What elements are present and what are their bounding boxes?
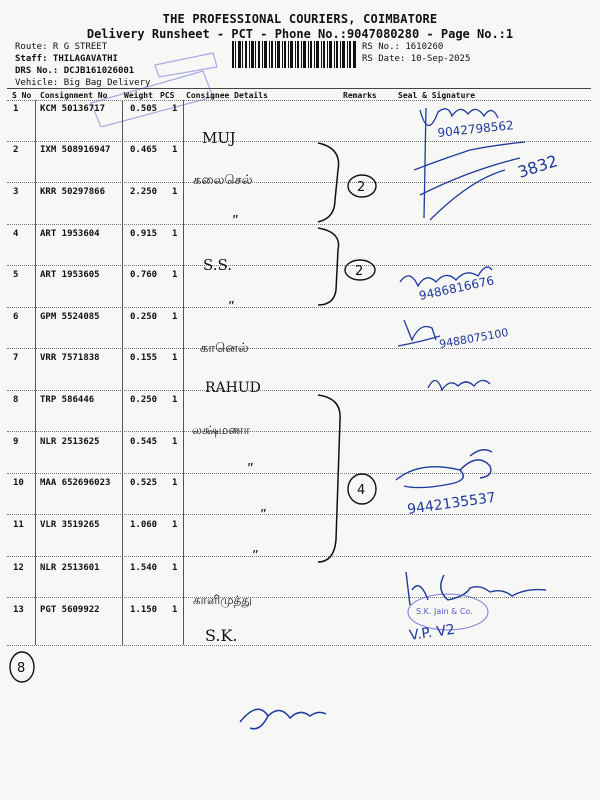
row-weight: 0.155	[130, 353, 158, 363]
signature-4	[428, 380, 490, 390]
row-weight: 1.540	[130, 563, 158, 573]
row-weight: 0.250	[130, 395, 158, 405]
row-sno: 10	[13, 478, 24, 488]
col-header-consignment: Consignment No	[40, 91, 108, 100]
row-consignment-no: IXM 508916947	[40, 145, 111, 155]
bracket	[318, 228, 339, 305]
row-sno: 13	[13, 605, 24, 615]
col-header-remarks: Remarks	[343, 91, 377, 100]
row-consignment-no: VRR 7571838	[40, 353, 100, 363]
row-consignment-no: VLR 3519265	[40, 520, 100, 530]
col-header-pcs: PCS	[160, 91, 175, 100]
handwritten-ditto: ”	[228, 300, 235, 315]
row-pcs: 1	[172, 478, 178, 488]
row-weight: 1.060	[130, 520, 158, 530]
circled-count-2	[345, 260, 375, 280]
row-pcs: 1	[172, 229, 178, 239]
circled-count-8-text: 8	[17, 661, 26, 676]
staff-text: Staff: THILAGAVATHI	[15, 54, 118, 64]
row-pcs: 1	[172, 270, 178, 280]
row-sno: 8	[13, 395, 19, 405]
handwritten-consignee-13: S.K.	[205, 626, 238, 645]
row-weight: 0.525	[130, 478, 158, 488]
col-header-seal: Seal & Signature	[398, 91, 476, 100]
handwritten-phone: 9042798562	[436, 118, 515, 140]
row-sno: 7	[13, 353, 19, 363]
row-pcs: 1	[172, 312, 178, 322]
handwritten-consignee-12: காளிமுத்து	[193, 593, 252, 607]
row-weight: 0.760	[130, 270, 158, 280]
stamp-text: S.K. Jain & Co.	[416, 607, 473, 616]
row-consignment-no: TRP 586446	[40, 395, 95, 405]
handwritten-consignee-2: கலைசெல்	[193, 173, 253, 188]
row-consignment-no: KCM 50136717	[40, 104, 106, 114]
row-pcs: 1	[172, 563, 178, 573]
row-pcs: 1	[172, 187, 178, 197]
col-header-consignee: Consignee Details	[186, 91, 268, 100]
rs-date-text: RS Date: 10-Sep-2025	[362, 54, 471, 64]
signature-6	[406, 572, 546, 605]
row-sno: 3	[13, 187, 19, 197]
handwritten-phone: 9488075100	[438, 325, 510, 351]
handwritten-phone: 9486816676	[417, 273, 496, 303]
bottom-signature	[240, 709, 326, 729]
row-pcs: 1	[172, 395, 178, 405]
row-sno: 12	[13, 563, 24, 573]
drs-text: DRS No.: DCJB161026001	[15, 66, 135, 76]
handwritten-consignee-8: லக்ஷ்மணா	[192, 423, 250, 437]
col-header-weight: Weight	[124, 91, 153, 100]
circled-count-8	[10, 652, 34, 682]
vehicle-text: Vehicle: Big Bag Delivery	[15, 78, 151, 88]
row-pcs: 1	[172, 145, 178, 155]
row-weight: 0.505	[130, 104, 158, 114]
row-consignment-no: PGT 5609922	[40, 605, 100, 615]
row-weight: 0.250	[130, 312, 158, 322]
bracket	[318, 395, 340, 562]
handwritten-ditto: ”	[247, 462, 254, 477]
row-consignment-no: KRR 50297866	[40, 187, 106, 197]
handwritten-consignee-6: கானெல்	[200, 341, 249, 356]
runsheet-subtitle: Delivery Runsheet - PCT - Phone No.:9047080280 - Page No.:1	[86, 27, 514, 41]
circled-count-2-text: 2	[355, 264, 364, 279]
row-sno: 1	[13, 104, 19, 114]
circled-count-2	[348, 175, 376, 197]
circled-count-2-text: 2	[357, 180, 366, 195]
signature-5	[396, 450, 492, 488]
row-consignment-no: MAA 652696023	[40, 478, 111, 488]
handwritten-consignee-7: RAHUD	[205, 380, 261, 396]
row-weight: 0.465	[130, 145, 158, 155]
row-consignment-no: ART 1953605	[40, 270, 100, 280]
handwritten-initials: V.P. V2	[408, 621, 456, 644]
row-pcs: 1	[172, 104, 178, 114]
row-sno: 2	[13, 145, 19, 155]
row-consignment-no: NLR 2513625	[40, 437, 100, 447]
route-text: Route: R G STREET	[15, 42, 108, 52]
signature-3	[398, 320, 440, 346]
row-sno: 11	[13, 520, 24, 530]
row-weight: 0.545	[130, 437, 158, 447]
handwritten-ditto: ”	[260, 508, 267, 523]
row-sno: 9	[13, 437, 19, 447]
handwritten-consignee-4: S.S.	[203, 256, 233, 274]
col-header-sno: S No	[12, 91, 32, 100]
row-sno: 6	[13, 312, 19, 322]
handwritten-phone: 9442135537	[406, 489, 497, 518]
row-weight: 2.250	[130, 187, 158, 197]
company-title: THE PROFESSIONAL COURIERS, COIMBATORE	[162, 12, 438, 26]
row-pcs: 1	[172, 520, 178, 530]
row-consignment-no: GPM 5524085	[40, 312, 100, 322]
row-consignment-no: ART 1953604	[40, 229, 100, 239]
circled-count-4	[348, 474, 376, 504]
handwritten-ditto: ”	[252, 549, 259, 564]
row-sno: 5	[13, 270, 19, 280]
row-weight: 1.150	[130, 605, 158, 615]
row-pcs: 1	[172, 353, 178, 363]
rs-no-text: RS No.: 1610260	[362, 42, 444, 52]
row-consignment-no: NLR 2513601	[40, 563, 100, 573]
handwritten-consignee-1: MUJ	[202, 129, 236, 147]
row-pcs: 1	[172, 605, 178, 615]
row-weight: 0.915	[130, 229, 158, 239]
handwritten-number: 3832	[515, 151, 560, 182]
row-pcs: 1	[172, 437, 178, 447]
handwritten-ditto: ”	[232, 214, 239, 229]
row-sno: 4	[13, 229, 19, 239]
bracket	[318, 143, 339, 222]
circled-count-4-text: 4	[357, 483, 366, 498]
